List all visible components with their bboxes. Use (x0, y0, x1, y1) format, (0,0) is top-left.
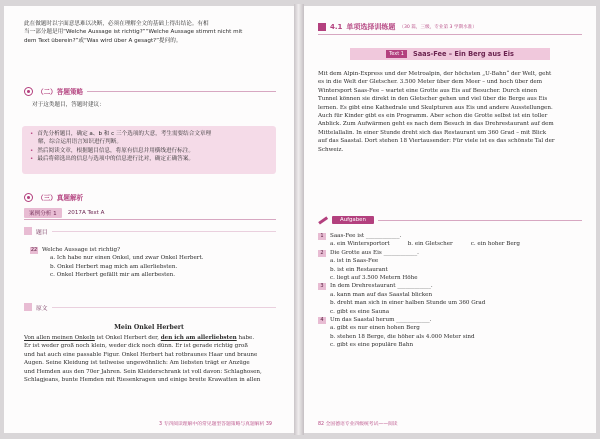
story-line: Von allen meinen Onkeln ist Onkel Herbert der, den ich am allerliebsten habe. (24, 335, 255, 341)
square-icon (24, 227, 32, 235)
task-text: Um das Saastal herum ____________. (330, 317, 432, 324)
passage-line: lernen. Es gibt eine Kathedrale und Skulpturen aus Eis und andere Ausstellungen. (318, 104, 553, 111)
answer-option: c. gibt es eine Sauna (330, 308, 390, 315)
case-badge: 案例分析 1 (24, 208, 62, 218)
chapter-number: 4.1 (330, 23, 343, 31)
intro-line: 当一部分题是用“Welche Aussage ist richtig?”“Welche Aussage stimmt nicht mit (24, 29, 243, 36)
story-line: Augen. Seine Kleidung ist teilweise ungewöhnlich: Am liebsten trägt er Anzüge (24, 360, 250, 367)
task-number: 3 (318, 283, 326, 290)
answer-option: c. gibt es eine populäre Bahn (330, 342, 414, 349)
text-tag: Text 1 (386, 50, 407, 58)
task-text: Saas-Fee ist ____________. (330, 233, 402, 239)
question-text: Welche Aussage ist richtig? (42, 247, 121, 253)
passage-line: Schweiz. (318, 146, 344, 153)
intro-line: 此在做题时以字面意思难以决断，必须在理解全文的基础上得出结论。有相 (24, 21, 209, 27)
section-strategy-heading (24, 86, 276, 96)
section-analysis-heading (24, 192, 276, 202)
task-number: 4 (318, 317, 326, 324)
passage-paragraph (318, 70, 582, 154)
passage-line: Mit dem Alpin-Express und der Metroalpin, der höchsten „U-Bahn“ der Welt, geht (318, 71, 552, 77)
answer-option: b. stehen 18 Berge, die höher als 4.000 Meter sind (330, 333, 475, 340)
divider (52, 231, 276, 232)
task-question (318, 316, 582, 324)
story-line: und hat auch eine passable Figur. Onkel Herbert hat rotbraunes Haar und braune (24, 351, 258, 358)
question-subheading (24, 226, 276, 236)
tip-item: • 首先分析题目，确定 a、b 和 c 三个选项的大意，考生需要结合文章理 (30, 131, 212, 137)
answer-option: b. dreht man sich in einer halben Stunde um 360 Grad (330, 300, 486, 307)
task-list (318, 232, 582, 350)
subheading-label: 原文 (36, 305, 48, 312)
advice-lead: 对于这类题目，答题时建议： (32, 102, 105, 108)
divider (318, 34, 582, 35)
task-text: In dem Drehrestaurant ____________. (330, 283, 433, 290)
subheading-label: 题目 (36, 229, 48, 236)
task-question (318, 249, 582, 257)
section-title: （二）答题策略 (37, 88, 84, 96)
left-page (4, 6, 294, 433)
target-icon (24, 193, 33, 202)
case-source: 2017A Text A (67, 210, 105, 216)
task-text: Die Grotte aus Eis ____________. (330, 249, 419, 256)
story-line: und Hemden aus den 70er Jahren. Sein Kleiderschrank ist voll davon: Schlaghosen, (24, 368, 262, 375)
target-icon (24, 87, 33, 96)
passage-line: Wintersport Saas-Fee – wartet eine Grotte aus Eis auf Besucher. Durch einen (318, 87, 538, 94)
divider (52, 307, 276, 308)
pencil-icon (318, 216, 328, 224)
answer-option: a. Ich habe nur einen Onkel, und zwar Onkel Herbert. (50, 255, 204, 262)
tip-item: 解，综合运用语言知识进行判断。 (38, 139, 122, 146)
page-footer: 82 全国德语专业四级统考试——阅读 (318, 422, 398, 427)
aufgaben-heading (318, 216, 582, 224)
task-number: 2 (318, 250, 326, 257)
passage-line: Mittelallalin. In einer Stunde dreht sich das Restaurant um 360 Grad – mit Blick (318, 129, 547, 136)
case-row (24, 208, 104, 218)
intro-paragraph (24, 20, 280, 45)
passage-line: Anblick. Zum Aufwärmen geht es nach dem Besuch in das Drehrestaurant auf dem (318, 121, 554, 128)
task-question (318, 282, 582, 290)
chapter-title: 单项选择训练题 (346, 23, 396, 31)
question-number: 22 (30, 247, 38, 253)
passage-line: es in die Welt der Gletscher. 3.500 Meter über dem Meer – und hoch über dem (318, 79, 543, 86)
intro-line: dem Text überein?”或“Was wird über A gesagt?”提问的。 (24, 37, 182, 44)
passage-line: auf das Saastal. Dort stehen 18 Viertausender: Für viele ist es das schönste Tal der (318, 138, 555, 145)
passage-line: Tunnel können sie direkt in den Gletscher gehen und viel über die Berge aus Eis (318, 96, 548, 103)
text-name: Saas-Fee – Ein Berg aus Eis (412, 50, 514, 58)
chapter-heading (318, 22, 582, 32)
answer-option: b. ist ein Restaurant (330, 266, 388, 273)
answer-option: c. ein hoher Berg (470, 241, 520, 248)
answer-option: a. ein Wintersportort (330, 241, 390, 248)
story-paragraph (24, 334, 276, 384)
task-question (318, 232, 582, 240)
text-subheading (24, 302, 276, 312)
question-line (30, 246, 276, 254)
story-line: Er ist weder groß noch klein, weder dick noch dünn. Er ist gerade richtig groß (24, 343, 249, 350)
task-number: 1 (318, 233, 326, 240)
divider (87, 91, 276, 92)
passage-line: Auch für Kinder gibt es ein Programm. Aber schon die Grotte selbst ist ein toller (318, 113, 548, 120)
answer-option: a. gibt es nur einen hohen Berg (330, 325, 420, 332)
right-page (304, 6, 596, 433)
book-spine (294, 4, 304, 435)
section-title: （三）真题解析 (37, 194, 84, 202)
page-footer: 3 专四阅读理解中的常见题型答题策略与真题解析 39 (159, 422, 272, 427)
aufgaben-label: Aufgaben (332, 216, 374, 224)
answer-option: b. Onkel Herbert mag mich am allerliebsten. (50, 263, 178, 270)
divider (378, 220, 582, 221)
divider (24, 219, 276, 220)
answer-option: c. liegt auf 3.500 Metern Höhe (330, 275, 418, 282)
chapter-subtitle: （30 篇，三级，专业第 3 学期水准） (399, 25, 477, 30)
answer-option: c. Onkel Herbert gefällt mir am allerbesten. (50, 272, 176, 279)
question-block (30, 246, 276, 280)
answer-option: a. kann man auf das Saastal blicken (330, 291, 433, 298)
tip-item: • 最后将筛选出的信息与选项中的信息进行比对，确定正确答案。 (30, 156, 194, 163)
story-line: Schlagjeans, bunte Hemden mit Riesenkragen und einige breite Krawatten in allen (24, 377, 261, 384)
answer-option: a. ist in Saas-Fee (330, 258, 379, 265)
answer-option: b. ein Gletscher (407, 241, 453, 248)
tip-item: • 然后阅读文章，根据题目信息，将原有信息并用横线进行标注。 (30, 147, 194, 154)
square-icon (318, 23, 326, 31)
square-icon (24, 303, 32, 311)
story-title: Mein Onkel Herbert (114, 324, 184, 331)
task-options (318, 240, 582, 248)
tips-box (22, 126, 276, 174)
text-title-bar (350, 48, 550, 60)
